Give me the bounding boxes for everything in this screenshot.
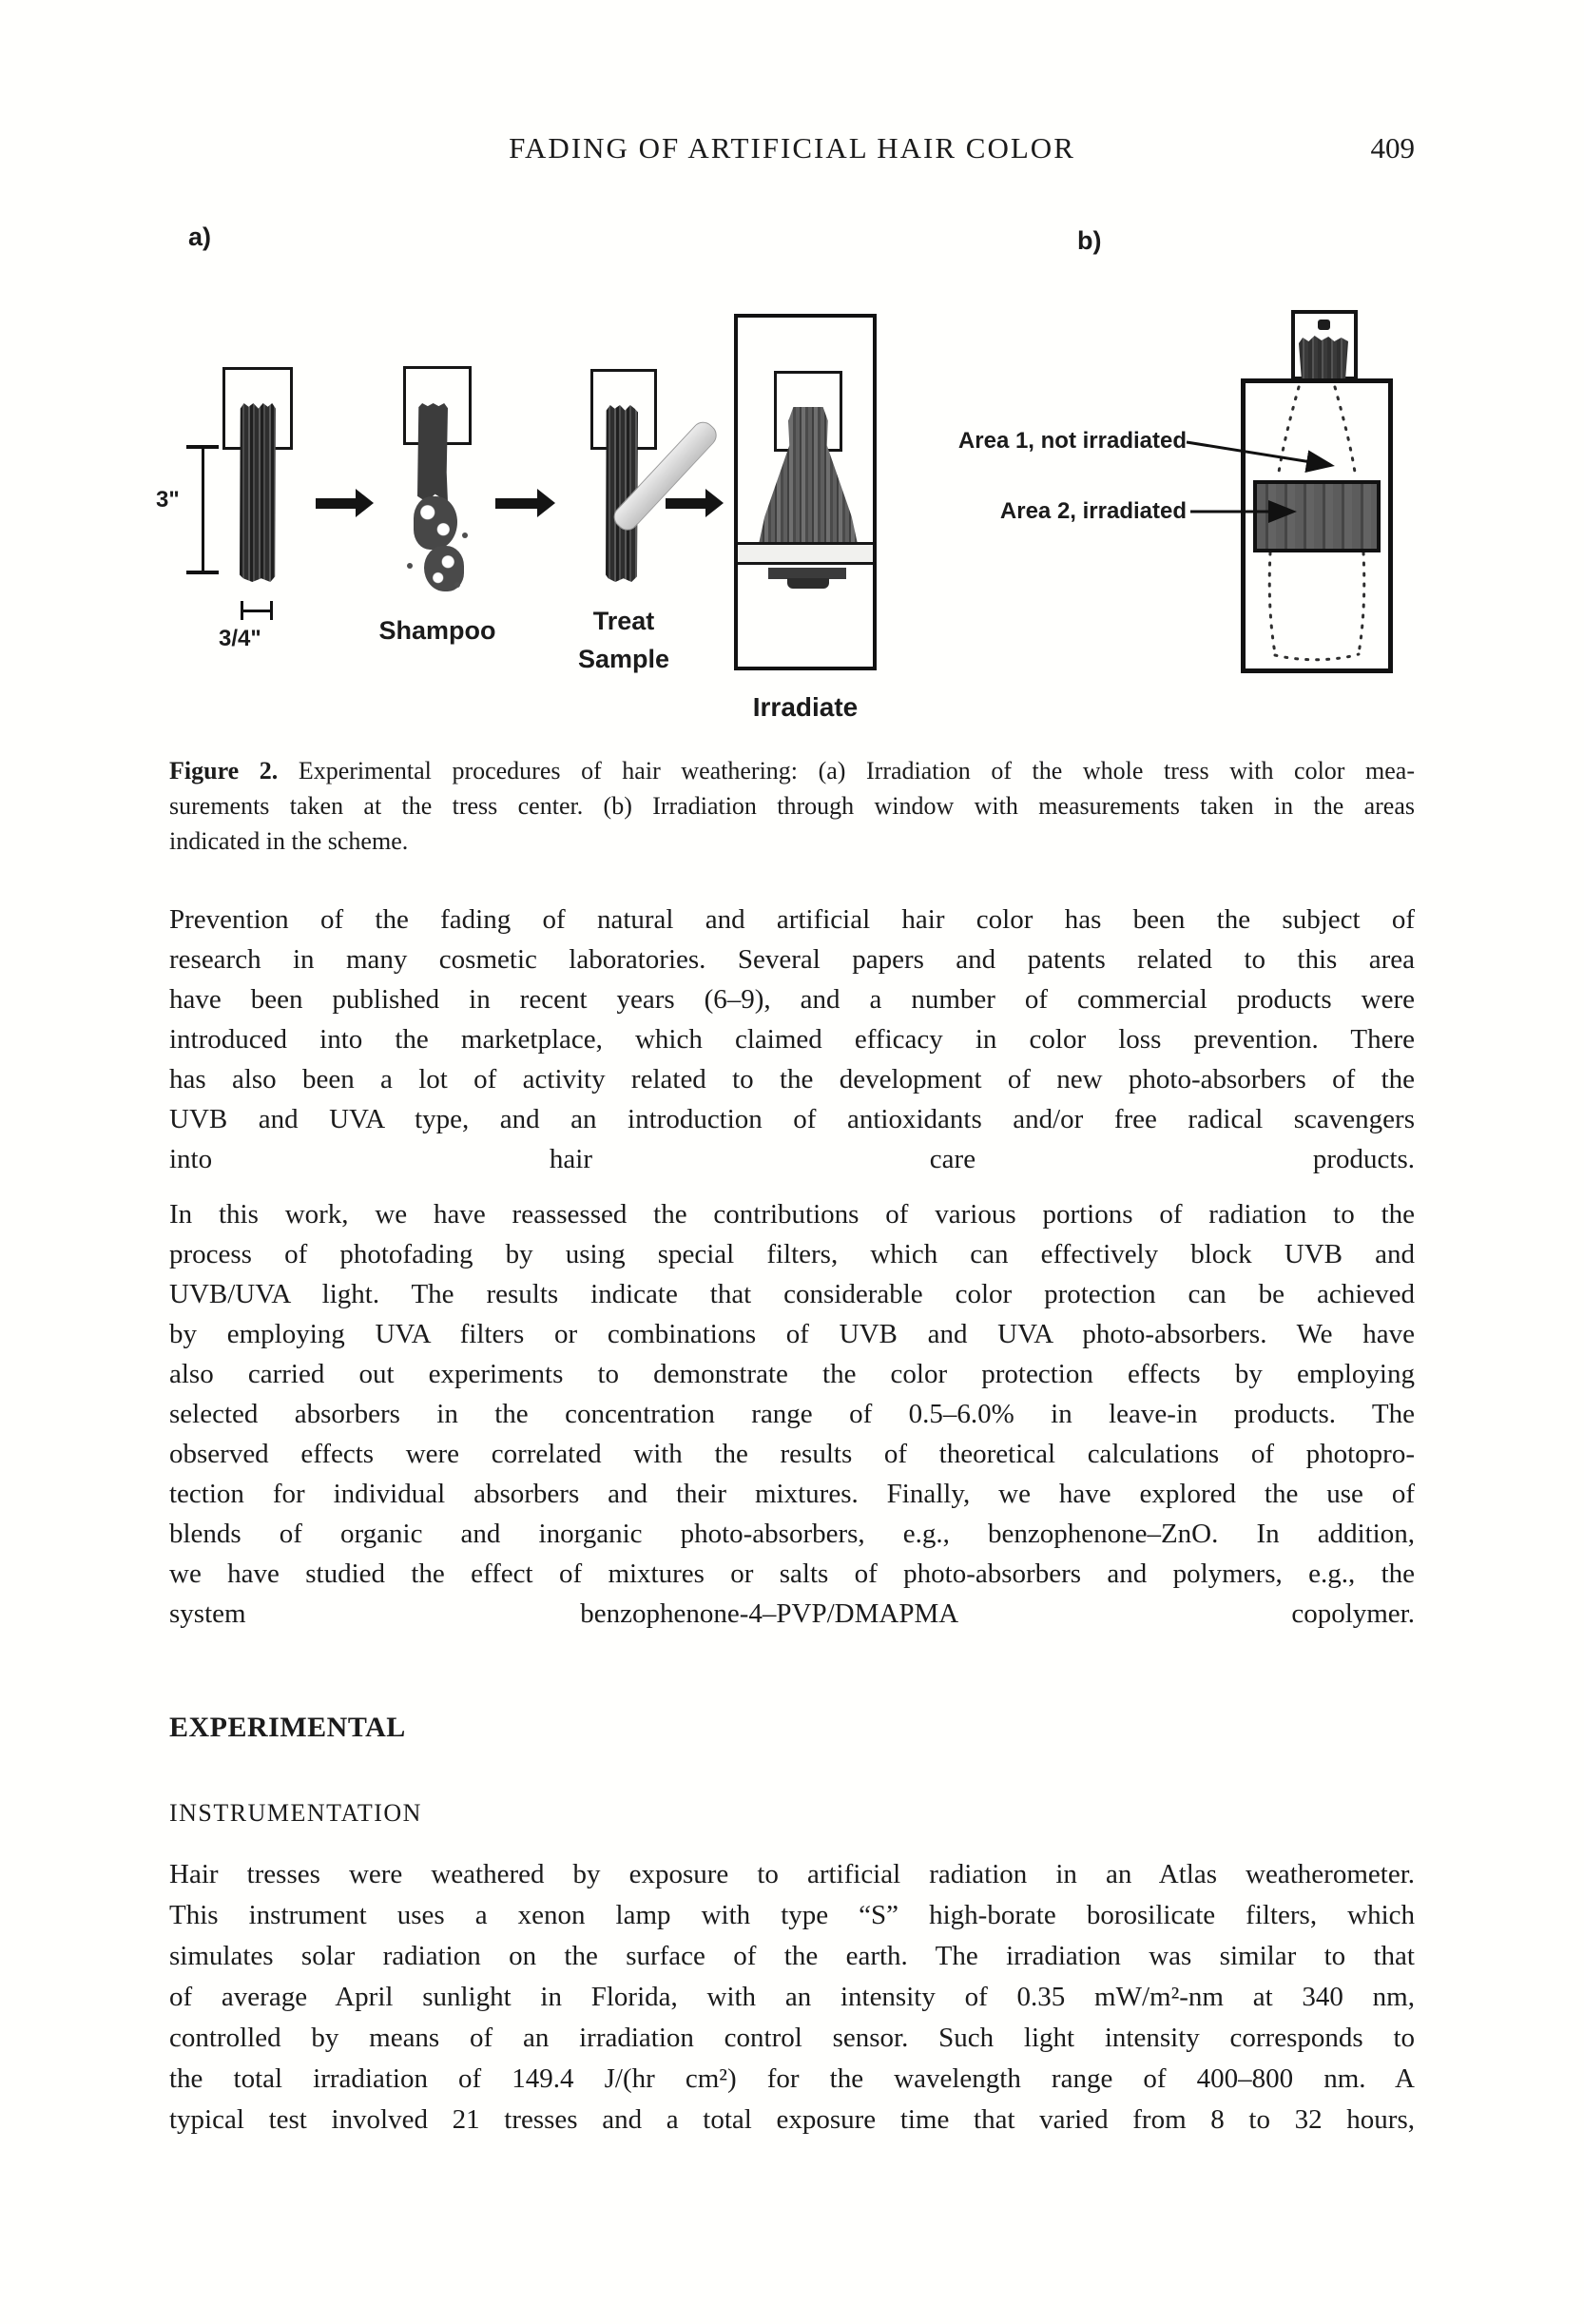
height-dimension-line (202, 447, 204, 572)
body-paragraph (169, 900, 1415, 1179)
text-line: Prevention of the fading of natural and artificial hair color has been the subject of (169, 904, 1415, 935)
foam-dot (407, 563, 413, 569)
foam-dot (454, 582, 460, 588)
text-line: into hair care products. (169, 1144, 1415, 1174)
page-title: FADING OF ARTIFICIAL HAIR COLOR (509, 131, 1075, 165)
tress-base (787, 578, 829, 589)
text-line: of average April sunlight in Florida, with an intensity of 0.35 mW/m²-nm at 340 nm, (169, 1982, 1415, 2012)
height-dimension-cap-bottom (186, 571, 219, 574)
arrow-right-icon (495, 498, 537, 509)
caption-text: Experimental procedures of hair weathering: (a) Irradiation of the whole tress with color mea- (278, 757, 1415, 784)
arrow-right-icon (666, 498, 705, 509)
width-dimension-label: 3/4" (219, 626, 261, 651)
text-line: introduced into the marketplace, which claimed efficacy in color loss prevention. There (169, 1024, 1415, 1055)
text-line: typical test involved 21 tresses and a total exposure time that varied from 8 to 32 hours, (169, 2104, 1415, 2135)
text-line: by employing UVA filters or combinations of UVB and UVA photo-absorbers. We have (169, 1319, 1415, 1349)
text-line: system benzophenone-4–PVP/DMAPMA copolymer. (169, 1598, 1415, 1629)
chamber-shelf (738, 542, 873, 565)
text-line: Hair tresses were weathered by exposure to artificial radiation in an Atlas weatherometer. (169, 1859, 1415, 1889)
shampoo-foam (414, 496, 457, 550)
text-line: we have studied the effect of mixtures or salts of photo-absorbers and polymers, e.g., the (169, 1559, 1415, 1589)
body-paragraph (169, 1854, 1415, 2140)
text-line: selected absorbers in the concentration range of 0.5–6.0% in leave-in products. The (169, 1399, 1415, 1429)
panel-a-label: a) (188, 223, 212, 251)
text-line: process of photofading by using special filters, which can effectively block UVB and (169, 1239, 1415, 1269)
caption-line: surements taken at the tress center. (b) Irradiation through window with measurements taken in the areas (169, 792, 1415, 820)
subsection-heading: INSTRUMENTATION (169, 1799, 422, 1827)
area2-label: Area 2, irradiated (999, 498, 1187, 524)
text-line: simulates solar radiation on the surface of the earth. The irradiation was similar to that (169, 1941, 1415, 1971)
text-line: observed effects were correlated with the results of theoretical calculations of photopro- (169, 1439, 1415, 1469)
text-line: UVB and UVA type, and an introduction of antioxidants and/or free radical scavengers (169, 1104, 1415, 1134)
width-dimension-line (241, 610, 273, 612)
hair-tress (240, 403, 276, 582)
text-line: also carried out experiments to demonstrate the color protection effects by employing (169, 1359, 1415, 1389)
treat-step-label: Sample (577, 645, 670, 673)
text-line: research in many cosmetic laboratories. Several papers and patents related to this area (169, 944, 1415, 975)
text-line: In this work, we have reassessed the contributions of various portions of radiation to the (169, 1199, 1415, 1230)
height-dimension-label: 3" (156, 487, 180, 513)
section-heading: EXPERIMENTAL (169, 1712, 406, 1743)
treat-step-label: Treat (592, 607, 655, 635)
caption-line: indicated in the scheme. (169, 827, 409, 855)
width-dimension-tick-left (241, 601, 243, 620)
text-line: the total irradiation of 149.4 J/(hr cm²) for the wavelength range of 400–800 nm. A (169, 2063, 1415, 2094)
page-number: 409 (1370, 131, 1415, 165)
text-line: blends of organic and inorganic photo-absorbers, e.g., benzophenone–ZnO. In addition, (169, 1519, 1415, 1549)
text-line: This instrument uses a xenon lamp with type “S” high-borate borosilicate filters, which (169, 1900, 1415, 1930)
shampoo-step-label: Shampoo (378, 616, 496, 645)
hair-tress (417, 403, 448, 502)
irradiate-step-label: Irradiate (752, 692, 859, 722)
foam-dot (462, 533, 468, 538)
text-line: has also been a lot of activity related to the development of new photo-absorbers of the (169, 1064, 1415, 1094)
caption-line (169, 753, 1415, 788)
annotation-arrow-icon (1179, 418, 1407, 533)
text-line: UVB/UVA light. The results indicate that considerable color protection can be achieved (169, 1279, 1415, 1309)
card-hole (1318, 320, 1330, 330)
text-line: tection for individual absorbers and their mixtures. Finally, we have explored the use of (169, 1479, 1415, 1509)
arrow-right-icon (316, 498, 356, 509)
height-dimension-cap-top (186, 445, 219, 449)
text-line: have been published in recent years (6–9), and a number of commercial products were (169, 984, 1415, 1015)
text-line: controlled by means of an irradiation control sensor. Such light intensity corresponds to (169, 2023, 1415, 2053)
body-paragraph (169, 1194, 1415, 1634)
hair-tuft (1299, 335, 1348, 382)
area1-label: Area 1, not irradiated (957, 428, 1187, 454)
figure-caption (169, 753, 1415, 859)
caption-lead: Figure 2. (169, 757, 279, 784)
width-dimension-tick-right (270, 601, 273, 620)
panel-b-label: b) (1077, 226, 1102, 255)
